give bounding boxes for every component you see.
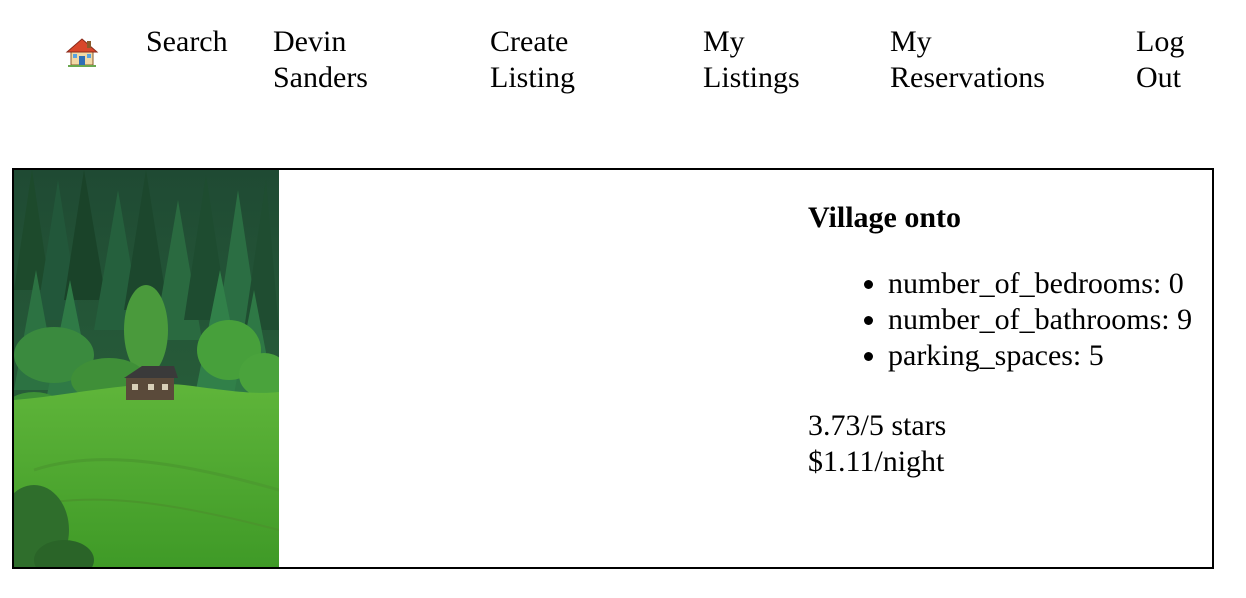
nav-create-listing[interactable] [490, 24, 575, 96]
landscape-image [14, 170, 279, 567]
home-link[interactable] [64, 34, 100, 70]
nav-create-listing-line2: Listing [490, 61, 576, 94]
nav-my-listings-line2: Listings [703, 61, 800, 94]
nav-log-out[interactable] [1136, 24, 1184, 96]
nav-my-reservations-line1: My [890, 25, 932, 58]
listing-details [808, 200, 1212, 480]
listing-rating: 3.73/5 stars [808, 409, 947, 442]
house-icon [64, 34, 100, 70]
nav-search[interactable] [146, 24, 228, 60]
nav-my-listings[interactable] [703, 24, 800, 96]
feature-item: • number_of_bedrooms: 0 [888, 266, 1212, 302]
nav-my-reservations[interactable] [890, 24, 1045, 96]
nav-my-reservations-line2: Reservations [890, 61, 1045, 94]
listing-photo [14, 170, 279, 567]
nav-user-profile[interactable] [273, 24, 368, 96]
nav-user-first-name: Devin [273, 25, 347, 58]
listing-features [808, 266, 1212, 374]
nav-create-listing-line1: Create [490, 25, 569, 58]
nav-log-out-line1: Log [1136, 25, 1185, 58]
listing-card[interactable] [12, 168, 1214, 569]
listing-meta [808, 408, 1212, 480]
listing-price: $1.11/night [808, 445, 945, 478]
top-navigation [0, 0, 1246, 120]
nav-my-listings-line1: My [703, 25, 745, 58]
listing-title[interactable]: Village onto [808, 201, 962, 234]
nav-user-last-name: Sanders [273, 61, 368, 94]
feature-item: • parking_spaces: 5 [888, 338, 1212, 374]
nav-search-label: Search [146, 25, 228, 58]
feature-item: • number_of_bathrooms: 9 [888, 302, 1212, 338]
nav-log-out-line2: Out [1136, 61, 1181, 94]
